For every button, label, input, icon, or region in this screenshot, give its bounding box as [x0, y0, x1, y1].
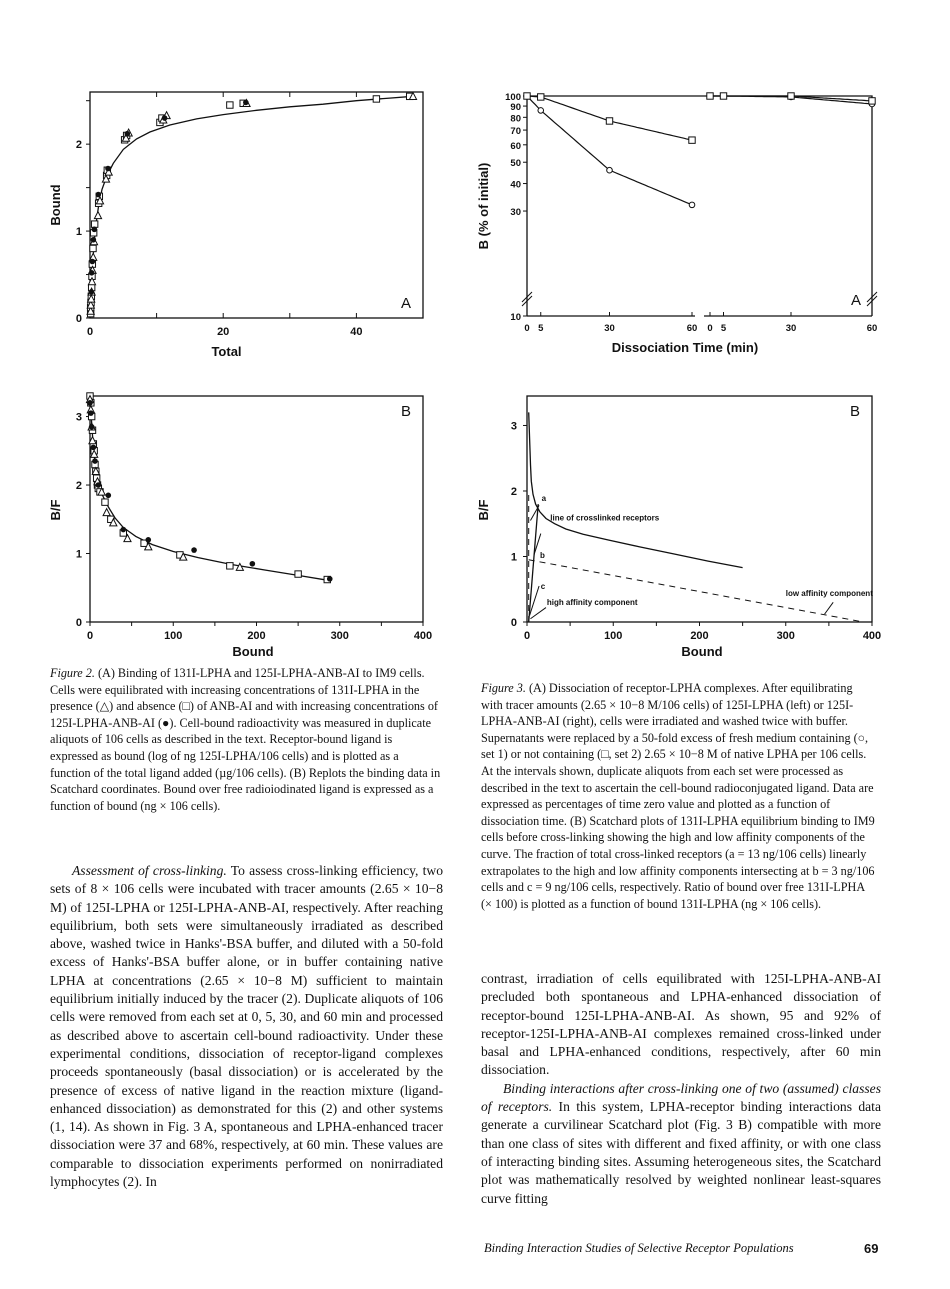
data-point	[373, 96, 379, 102]
x-axis-label: Dissociation Time (min)	[611, 340, 759, 355]
data-point	[295, 571, 301, 577]
binding-interactions-text: In this system, LPHA-receptor binding interactions data generate a curvilinear Scatchard plot (Fig. 3 B) compatible with more than one class of sites with different and fixed affinity, or with one class of interacting binding sites. Assuming heterogeneous sites, the Scatchard plot was mathematically resolved by weighted nonlinear least-squares curve fitting	[481, 1099, 881, 1206]
data-point	[869, 98, 875, 104]
x-tick-label: 200	[247, 630, 266, 642]
leader-low	[825, 602, 834, 614]
panel-label: B	[849, 403, 861, 420]
data-point	[538, 108, 544, 114]
data-point	[689, 202, 695, 208]
figure-2-label: Figure 2.	[50, 666, 95, 680]
label-b: b	[539, 550, 545, 560]
x-axis-label: Bound	[232, 644, 274, 659]
data-point	[124, 131, 130, 137]
figure-3-label: Figure 3.	[481, 681, 526, 695]
data-point	[92, 227, 98, 233]
high-affinity-label: high affinity component	[546, 597, 638, 607]
data-point	[102, 499, 108, 505]
x-tick-label: 0	[86, 630, 94, 642]
plot-frame	[90, 396, 423, 622]
figure-3-caption-text: (A) Dissociation of receptor-LPHA complexes. After equilibrating with tracer amounts (2.65 × 10−8 M/106 cells) of 125I-LPHA (left) or 125I-LPHA-ANB-AI (right), cells were irradiated and washed twice with buffer. Supernatants were replaced by a 50-fold excess of fresh medium containing (○, set 1) or not containing (□, set 2) 2.65 × 10−8 M of native LPHA per 106 cells. At the intervals shown, duplicate aliquots from each set were processed as described in the text to ascertain the cell-bound radioconjugated ligand. Data are expressed as percentages of time zero value and plotted as a function of dissociation time. (B) Scatchard plots of 131I-LPHA equilibrium binding to IM9 cells before cross-linking showing the high and low affinity components of the curve. The fraction of total cross-linked receptors (a = 13 ng/106 cells) linearly extrapolates to the high and low affinity components intersecting at b = 3 ng/106 cells and c = 9 ng/106 cells, respectively. Ratio of bound over free 131I-LPHA (× 100) is plotted as a function of bound 131I-LPHA (ng × 106 cells).	[481, 681, 875, 911]
x-tick-label: 20	[217, 326, 230, 338]
x-tick-label: 0	[86, 326, 94, 338]
leader-high	[530, 608, 546, 619]
panel-label: A	[850, 292, 862, 309]
label-c: c	[540, 582, 546, 592]
data-point	[524, 93, 530, 99]
fit-curve	[90, 96, 413, 316]
x-axis-label: Bound	[681, 644, 723, 659]
page-number: 69	[864, 1241, 879, 1256]
data-point	[89, 289, 95, 295]
x-tick-label: 5	[720, 323, 727, 334]
y-axis-label: B/F	[476, 499, 491, 521]
data-point	[90, 245, 96, 251]
data-point	[94, 212, 101, 219]
x-tick-label: 30	[604, 323, 615, 334]
data-point	[87, 400, 93, 406]
data-point	[227, 102, 233, 108]
data-point	[91, 221, 97, 227]
x-tick-label: 60	[686, 323, 698, 334]
y-tick-label: 50	[510, 158, 521, 170]
figure-2-caption	[50, 665, 442, 814]
left-body-column	[50, 862, 443, 1191]
x-tick-label: 40	[350, 326, 363, 338]
y-tick-label: 10	[510, 312, 521, 323]
fit-curve	[90, 396, 327, 580]
data-point	[607, 167, 613, 173]
figure-3-caption	[481, 680, 877, 912]
panel-label: B	[400, 403, 412, 420]
fig2a-chart	[38, 86, 438, 376]
fig3a-chart	[470, 86, 890, 376]
data-point	[91, 445, 97, 451]
y-tick-label: 0	[75, 617, 82, 629]
x-tick-label: 100	[604, 630, 623, 642]
data-point	[707, 93, 713, 99]
right-paragraph-1: contrast, irradiation of cells equilibrated with 125I-LPHA-ANB-AI precluded both spontaneous and LPHA-enhanced dissociation of receptor-bound 125I-LPHA-ANB-AI. As shown, 95 and 92% of receptor-125I-LPHA-ANB-AI complexes remained cross-linked under basal and LPHA-enhanced conditions, respectively, after 60 min dissociation.	[481, 971, 881, 1078]
y-tick-label: 1	[75, 548, 82, 561]
y-axis-label: B/F	[48, 499, 63, 521]
fig2b-chart	[38, 390, 438, 660]
x-tick-label: 100	[164, 630, 183, 642]
data-point	[162, 115, 168, 121]
data-point	[90, 259, 96, 265]
y-tick-label: 80	[510, 113, 521, 125]
x-tick-label: 0	[524, 323, 530, 334]
y-axis-label: B (% of initial)	[476, 162, 491, 250]
left-paragraph	[50, 862, 443, 1191]
y-tick-label: 2	[510, 485, 517, 498]
data-point	[88, 410, 94, 416]
y-tick-label: 60	[510, 140, 521, 152]
data-point	[121, 527, 127, 533]
data-point	[191, 547, 197, 553]
running-title: Binding Interaction Studies of Selective Receptor Populations	[484, 1241, 794, 1255]
y-tick-label: 2	[75, 139, 82, 152]
x-tick-label: 0	[523, 630, 531, 642]
y-tick-label: 1	[75, 226, 82, 239]
data-point	[89, 424, 95, 430]
x-tick-label: 400	[862, 630, 882, 642]
low-affinity-label: low affinity component	[785, 588, 873, 598]
x-tick-label: 300	[330, 630, 349, 642]
x-tick-label: 60	[866, 323, 878, 334]
panel-label: A	[400, 295, 412, 312]
y-tick-label: 3	[510, 420, 517, 433]
data-point	[788, 93, 794, 99]
data-point	[250, 561, 256, 567]
y-tick-label: 100	[505, 92, 521, 103]
plot-frame	[527, 96, 872, 316]
y-tick-label: 0	[75, 313, 82, 325]
right-paragraph-2	[481, 1080, 881, 1208]
x-tick-label: 400	[413, 630, 433, 642]
y-tick-label: 1	[510, 551, 517, 564]
data-point	[103, 509, 110, 516]
data-point	[92, 458, 98, 464]
y-tick-label: 2	[75, 480, 82, 493]
x-tick-label: 30	[785, 323, 797, 334]
data-point	[538, 94, 544, 100]
data-point	[243, 100, 249, 106]
data-point	[720, 93, 726, 99]
cross-linking-heading: Assessment of cross-linking.	[72, 863, 227, 878]
label-a: a	[541, 493, 547, 503]
data-point	[89, 270, 95, 276]
cross-linking-text: To assess cross-linking efficiency, two sets of 8 × 106 cells were incubated with tracer amounts (2.65 × 10−8 M) of 125I-LPHA or 125I-LPHA-ANB-AI, respectively. After reaching equilibrium, both sets were simultaneously irradiated as described above, washed twice in Hanks'-BSA buffer, and diluted with a 50-fold excess of Hanks'-BSA buffer alone, or in buffer containing native LPHA at concentrations (2.65 × 10−8 M) sufficient to maintain equilibrium initially induced by the tracer (2). Duplicate aliquots of 106 cells were removed from each set at 0, 5, 30, and 60 min and processed as described above to ascertain cell-bound radioactivity. Under these experimental conditions, dissociation of receptor-ligand complexes proceeds spontaneously (basal dissociation) or is accelerated by the presence of excess of native ligand in the reaction mixture (ligand-enhanced dissociation) as demonstrated for this (2) and other systems (1, 14). As shown in Fig. 3 A, spontaneous and LPHA-enhanced tracer dissociation were 37 and 68%, respectively, at 60 min. These values are comparable to dissociation experiments performed on nonirradiated lymphocytes (2). In	[50, 863, 444, 1190]
series-line	[529, 412, 743, 567]
crosslinked-label: line of crosslinked receptors	[550, 513, 660, 523]
data-point	[106, 493, 112, 499]
x-tick-label: 200	[690, 630, 709, 642]
data-point	[689, 137, 695, 143]
y-tick-label: 40	[510, 179, 521, 191]
series-line	[527, 96, 692, 205]
data-point	[327, 576, 333, 582]
y-tick-label: 30	[510, 207, 521, 219]
y-tick-label: 3	[75, 411, 82, 424]
figure-2-caption-text: (A) Binding of 131I-LPHA and 125I-LPHA-ANB-AI to IM9 cells. Cells were equilibrated with increasing concentrations of 131I-LPHA in the presence (△) and absence (□) of ANB-AI and with increasing concentrations of 125I-LPHA-ANB-AI (●). Cell-bound radioactivity was measured in duplicate aliquots of 106 cells as described in the text. Receptor-bound ligand is expressed as bound (log of ng 125I-LPHA/106 cells) and is plotted as a function of the total ligand added (µg/106 cells). (B) Replots the binding data in Scatchard coordinates. Bound over free radioiodinated ligand is expressed as a function of bound (ng × 106 cells).	[50, 666, 441, 813]
x-tick-label: 5	[538, 323, 544, 334]
y-tick-label: 0	[510, 617, 517, 629]
data-point	[227, 563, 233, 569]
x-tick-label: 0	[707, 323, 713, 334]
data-point	[91, 237, 97, 243]
data-point	[105, 166, 111, 172]
data-point	[96, 482, 102, 488]
data-point	[145, 537, 151, 543]
x-tick-label: 300	[776, 630, 795, 642]
x-axis-label: Total	[211, 344, 242, 359]
right-body-column	[481, 970, 881, 1208]
binding-interactions-heading: Binding interactions after cross-linking one of two (assumed) classes of receptors.	[481, 1080, 881, 1115]
data-point	[96, 192, 102, 198]
data-point	[606, 118, 612, 124]
plot-frame	[90, 92, 423, 318]
fig3b-chart	[470, 390, 890, 660]
y-tick-label: 70	[510, 126, 521, 138]
y-axis-label: Bound	[48, 184, 63, 226]
y-tick-label: 90	[510, 102, 521, 114]
